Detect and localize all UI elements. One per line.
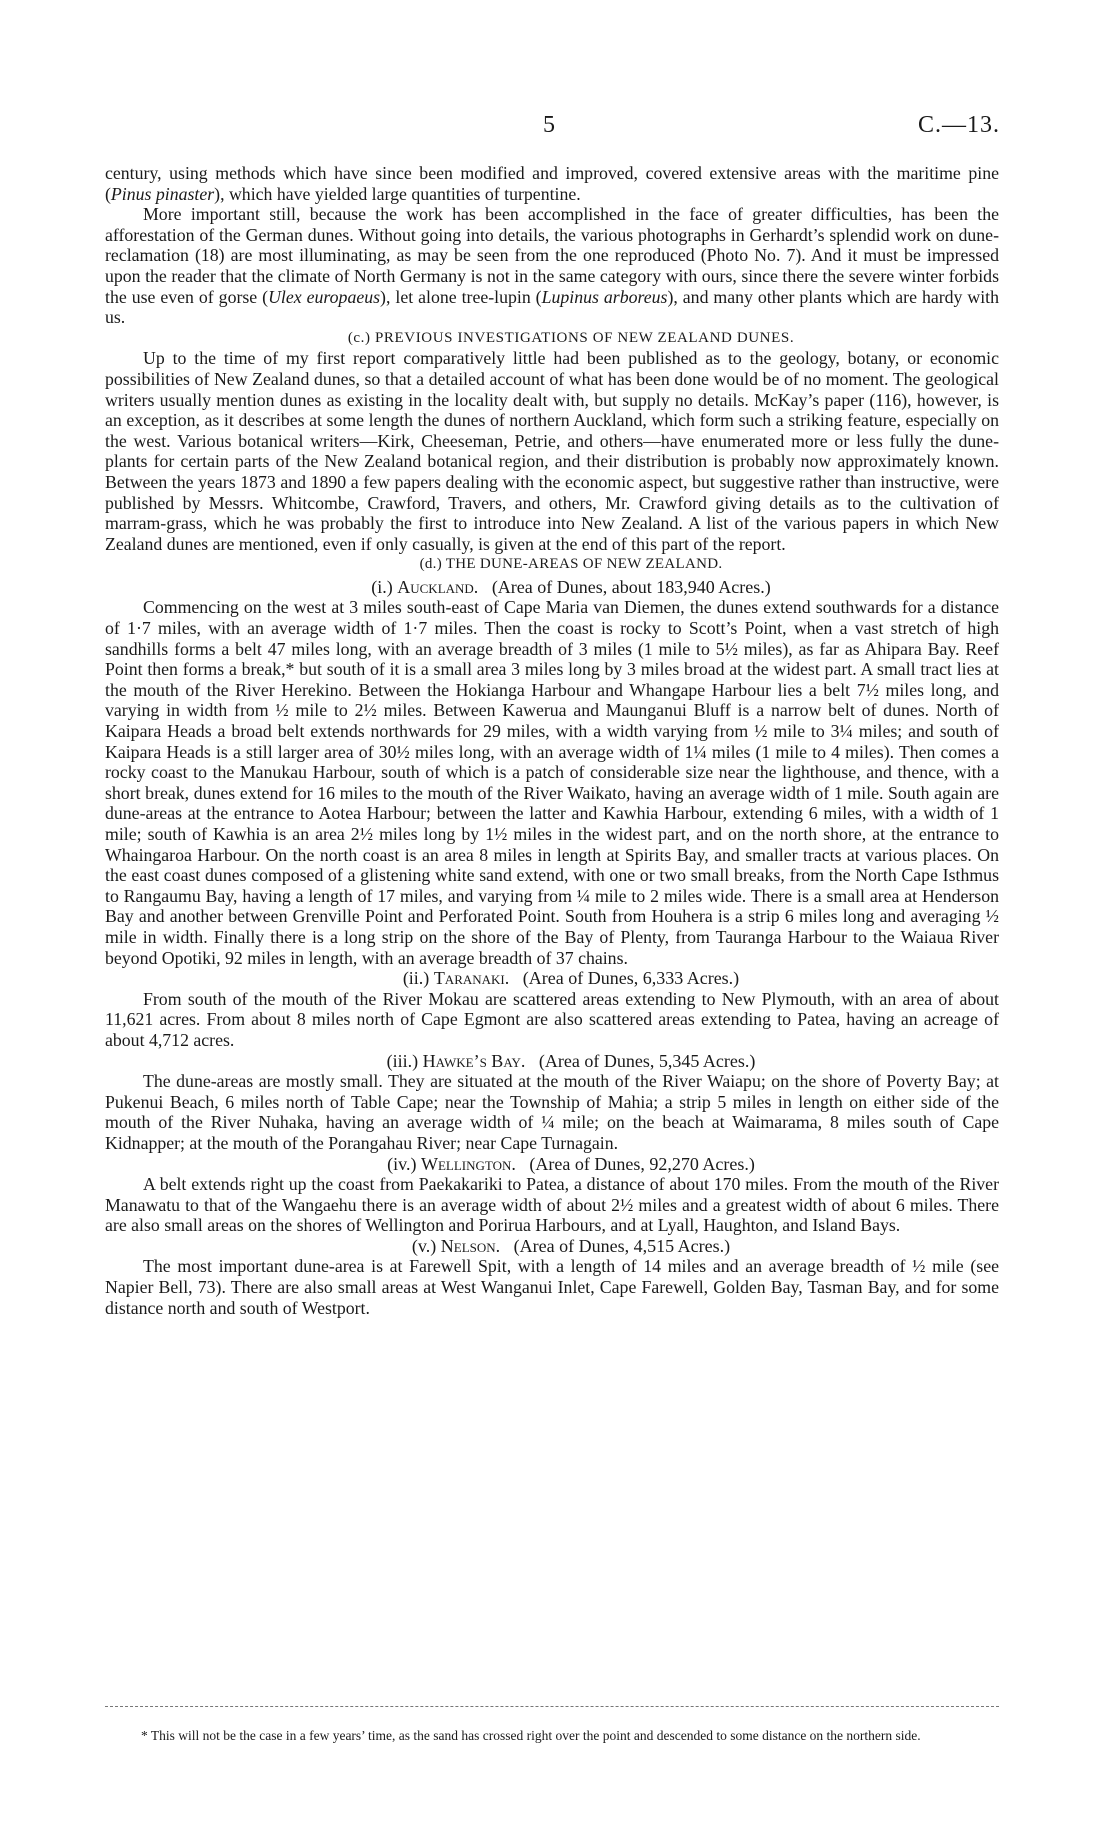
footnote-divider: [105, 1706, 999, 1707]
region-heading-hawkes-bay: [105, 1051, 999, 1072]
region-heading-auckland: [105, 577, 999, 598]
region-area: (Area of Dunes, 92,270 Acres.): [529, 1153, 755, 1174]
species-name: Pinus pinaster: [110, 183, 215, 204]
section-c-heading: (c.) PREVIOUS INVESTIGATIONS OF NEW ZEALAND DUNES.: [347, 329, 795, 346]
section-c-paragraph: Up to the time of my first report comparatively little had been published as to the geology, botany, or economic possibilities of New Zealand dunes, so that a detailed account of what has been done would be of no moment. The geological writers usually mention dunes as existing in the locality dealt with, but supply no details. McKay’s paper (116), however, is an exception, as it describes at some length the dunes of northern Auckland, which form such a striking feature, especially on the west. Various botanical writers—Kirk, Cheeseman, Petrie, and others—have enumerated more or less fully the dune-plants for certain parts of the New Zealand botanical region, and their distribution is probably now approximately known. Between the years 1873 and 1890 a few papers dealing with the economic aspect, but suggestive rather than instructive, were published by Messrs. Whitcombe, Crawford, Travers, and others, Mr. Crawford giving details as to the cultivation of marram-grass, which he was probably the first to introduce into New Zealand. A list of the various papers in which New Zealand dunes are mentioned, even if only casually, is given at the end of this part of the report.: [105, 348, 999, 554]
region-number: (i.): [371, 576, 393, 597]
intro-paragraph-2: [105, 204, 999, 328]
text-run: ), and many other plants which are hardy with us.: [105, 286, 1000, 328]
region-paragraph-auckland: Commencing on the west at 3 miles south-east of Cape Maria van Diemen, the dunes extend southwards for a distance of 1·7 miles, with an average width of 1·7 miles. Then the coast is rocky to Scott’s Point, when a vast stretch of high sandhills forms a belt 47 miles long, with an average breadth of 3 miles (1 mile to 5½ miles), as far as Ahipara Bay. Reef Point then forms a break,* but south of it is a small area 3 miles long by 3 miles broad at the widest part. A small tract lies at the mouth of the River Herekino. Between the Hokianga Harbour and Whangape Harbour lies a belt 7½ miles long, and varying in width from ½ mile to 2½ miles. Between Kawerua and Maunganui Bluff is a narrow belt of dunes. North of Kaipara Heads a broad belt extends northwards for 29 miles, with a width varying from ½ mile to 3¼ miles; and south of Kaipara Heads is a still larger area of 30½ miles long, with an average width of 1¼ miles (1 mile to 4 miles). Then comes a rocky coast to the Manukau Harbour, south of which is a patch of considerable size near the lighthouse, and thence, with a short break, dunes extend for 16 miles to the mouth of the River Waikato, having an average width of 1 mile. South again are dune-areas at the entrance to Aotea Harbour; between the latter and Kawhia Harbour, extending 6 miles, with a width of 1 mile; south of Kawhia is an area 2½ miles long by 1½ miles in the widest part, and on the north shore, at the entrance to Whaingaroa Harbour. On the north coast is an area 8 miles in length at Spirits Bay, and smaller tracts at various places. On the east coast dunes composed of a glistening white sand extend, with one or two small breaks, from the North Cape Isthmus to Rangaumu Bay, having a length of 17 miles, and varying from ¼ mile to 2 miles wide. There is a small area at Henderson Bay and another between Grenville Point and Perforated Point. South from Houhera is a strip 6 miles long and averaging ½ mile in width. Finally there is a long strip on the shore of the Bay of Plenty, from Tauranga Harbour to the Waiaua River beyond Opotiki, 92 miles in length, with an average breadth of 37 chains.: [105, 597, 999, 968]
page-header: [0, 112, 1114, 142]
page-body: [105, 163, 999, 1318]
region-area: (Area of Dunes, 6,333 Acres.): [522, 968, 740, 989]
page-number: 5: [543, 112, 555, 138]
region-number: (v.): [411, 1235, 437, 1256]
document-code: C.—13.: [917, 112, 1000, 138]
intro-paragraph-1: [105, 163, 999, 204]
text-run: ), which have yielded large quantities of turpentine.: [214, 183, 581, 204]
region-paragraph-wellington: A belt extends right up the coast from Paekakariki to Patea, a distance of about 170 miles. From the mouth of the River Manawatu to that of the Wangaehu there is an average width of about 2½ miles and a greatest width of about 6 miles. There are also small areas on the shores of Wellington and Porirua Harbours, and at Lyall, Haughton, and Island Bays.: [105, 1174, 999, 1236]
text-run: More important still, because the work has been accomplished in the face of greater difficulties, has been the afforestation of the German dunes. Without going into details, the various photographs in Gerhardt’s splendid work on dune-reclamation (18) are most illuminating, as may be seen from the one reproduced (Photo No. 7). And it must be impressed upon the reader that the climate of North Germany is not in the same category with ours, since there the severe winter forbids the use even of gorse (: [105, 204, 999, 307]
region-area: (Area of Dunes, 5,345 Acres.): [538, 1050, 756, 1071]
region-name: Wellington.: [420, 1153, 516, 1174]
region-heading-nelson: [105, 1236, 999, 1257]
region-number: (ii.): [402, 968, 430, 989]
text-run: ), let alone tree-lupin (: [380, 286, 542, 307]
text-run: century, using methods which have since been modified and improved, covered extensive areas with the maritime pine (: [105, 163, 999, 204]
region-paragraph-nelson: The most important dune-area is at Farewell Spit, with a length of 14 miles and an average breadth of ½ mile (see Napier Bell, 73). There are also small areas at West Wanganui Inlet, Cape Farewell, Golden Bay, Tasman Bay, and for some distance north and south of Westport.: [105, 1256, 999, 1318]
region-number: (iv.): [387, 1153, 417, 1174]
region-heading-taranaki: [105, 968, 999, 989]
region-heading-wellington: [105, 1154, 999, 1175]
region-number: (iii.): [386, 1050, 419, 1071]
region-name: Nelson.: [440, 1235, 501, 1256]
region-area: (Area of Dunes, 4,515 Acres.): [513, 1235, 731, 1256]
region-paragraph-hawkes-bay: The dune-areas are mostly small. They are situated at the mouth of the River Waiapu; on the shore of Poverty Bay; at Pukenui Beach, 6 miles north of Table Cape; near the Township of Mahia; a strip 5 miles in length on either side of the mouth of the River Nuhaka, having an average width of ¼ mile; on the beach at Waimarama, 8 miles south of Cape Kidnapper; at the mouth of the Porangahau River; near Cape Turnagain.: [105, 1071, 999, 1153]
footnote: * This will not be the case in a few years’ time, as the sand has crossed right over the point and descended to some distance on the northern side.: [141, 1727, 921, 1743]
region-name: Hawke’s Bay.: [422, 1050, 526, 1071]
region-paragraph-taranaki: From south of the mouth of the River Mokau are scattered areas extending to New Plymouth, with an area of about 11,621 acres. From about 8 miles north of Cape Egmont are also scattered areas extending to Patea, having an acreage of about 4,712 acres.: [105, 988, 999, 1050]
region-name: Taranaki.: [433, 968, 510, 989]
section-d-heading: (d.) THE DUNE-AREAS OF NEW ZEALAND.: [419, 556, 723, 573]
region-name: Auckland.: [397, 576, 479, 597]
region-area: (Area of Dunes, about 183,940 Acres.): [491, 576, 771, 597]
species-name: Lupinus arboreus: [541, 286, 668, 307]
species-name: Ulex europaeus: [268, 286, 381, 307]
